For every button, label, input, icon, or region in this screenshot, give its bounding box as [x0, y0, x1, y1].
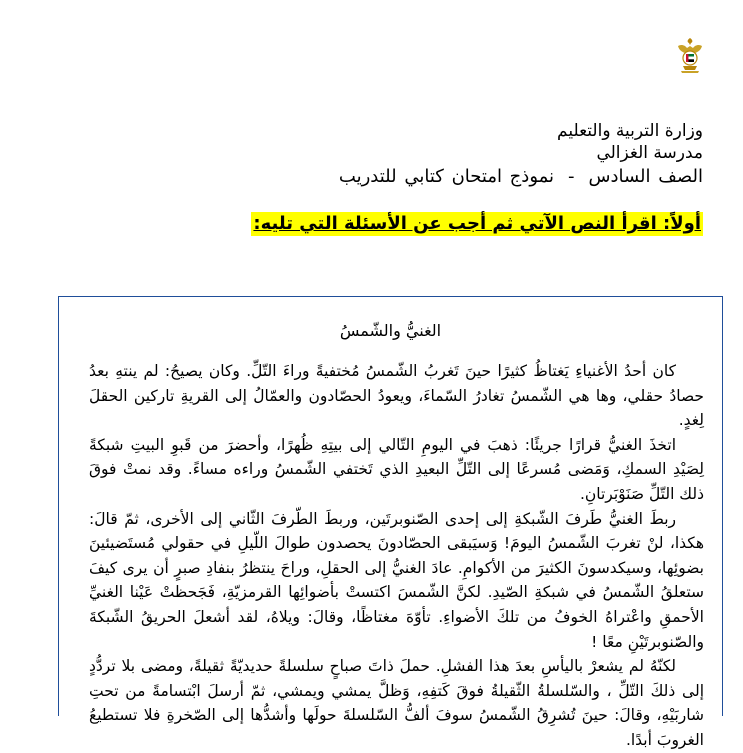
- story-box: [58, 296, 723, 749]
- story-paragraph-3: ربطَ الغنيُّ طَرفَ الشّبكةِ إلى إحدى الصّنوبرتَين، وربطَ الطّرفَ الثّاني إلى الأخرى، ثمّ قالَ: هكذا، لنْ تغربَ الشّمسُ اليومَ! وَسيَبقى الحصّادونَ يحصدون طوالَ اللّيلِ في حقولي مُستَضيئينَ بضوئِها، وسيكدسونَ الكثيرَ من الأكوامِ. عادَ الغنيُّ إلى الحقلِ، وراحَ ينتظرُ بنفادِ صبرٍ أن يرى كيفَ ستعلقُ الشّمسُ في شبكةِ الصّيدِ. لكنَّ الشّمسَ اكتستْ بأضوائِها القرمزيّةِ، فَجَحظتْ عَيْنا الغنيِّ الأحمقِ واعْتراهُ الخوفُ من تلكَ الأضواءِ. تأوّهَ مغتاظًا، وقالَ: ويلاهُ، لقد أشعلَ الحريقُ الشّبكةَ والصّنوبرتَيْنِ معًا !: [89, 509, 704, 651]
- grade-label: الصف السادس: [588, 166, 703, 187]
- exam-title: نموذج امتحان كتابي للتدريب: [338, 166, 555, 187]
- school-name: مدرسة الغزالي: [596, 143, 703, 163]
- ministry-name: وزارة التربية والتعليم: [557, 121, 703, 141]
- story-paragraph-1: كان أحدُ الأغنياءِ يَغتاظُ كثيرًا حينَ تَغربُ الشّمسُ مُختفيةً وراءَ التّلِّ. وكان يصيحُ: لم ينتهِ بعدُ حصادُ حقلي، وها هي الشّمسُ تغادرُ السّماءَ، ويعودُ الحصّادون والعمّالُ إلى القريةِ تاركين الحقلَ لِغدٍ.: [89, 362, 704, 430]
- story-title: الغنيُّ والشّمسُ: [339, 321, 442, 340]
- uae-emblem-icon: [675, 36, 705, 76]
- grade-exam-line: الصف السادس-نموذج امتحان كتابي للتدريب: [338, 166, 703, 187]
- story-paragraph-4: لكنّهُ لم يشعرْ باليأسِ بعدَ هذا الفشلِ. حملَ ذاتَ صباحٍ سلسلةً حديديّةً ثقيلةً، ومضى بلا تردُّدٍ إلى ذلكَ التّلِّ ، والسّلسلةُ الثّقيلةُ فوقَ كَتفِهِ، وَظلَّ يمشي ويمشي، ثمّ أرسلَ ابْتسامةً من تحتِ شاربَيْهِ، وقالَ: حينَ تُشرِقُ الشّمسُ سوفَ ألفُّ السّلسلةَ حولَها وأشدُّها إلى الصّخرةِ فلا تستطيعُ الغروبَ أبدًا.: [89, 657, 704, 749]
- question-title: أولاً: اقرأ النص الآتي ثم أجب عن الأسئلة التي تليه:: [253, 213, 701, 234]
- story-text: [89, 359, 704, 753]
- document-header: [203, 120, 703, 188]
- story-paragraph-2: اتخذَ الغنيُّ قرارًا جريئًا: ذهبَ في اليومِ التّالي إلى بيتِهِ ظُهرًا، وأحضرَ من قَبوِ البيتِ شبكةً لِصَيْدِ السمكِ، وَمَضى مُسرعًا إلى التّلِّ البعيدِ الذي تَختفي الشّمسُ وراءه مساءً. وقد نمتْ فوقَ ذلك التّلِّ صَنَوْبَرتانِ.: [89, 435, 704, 503]
